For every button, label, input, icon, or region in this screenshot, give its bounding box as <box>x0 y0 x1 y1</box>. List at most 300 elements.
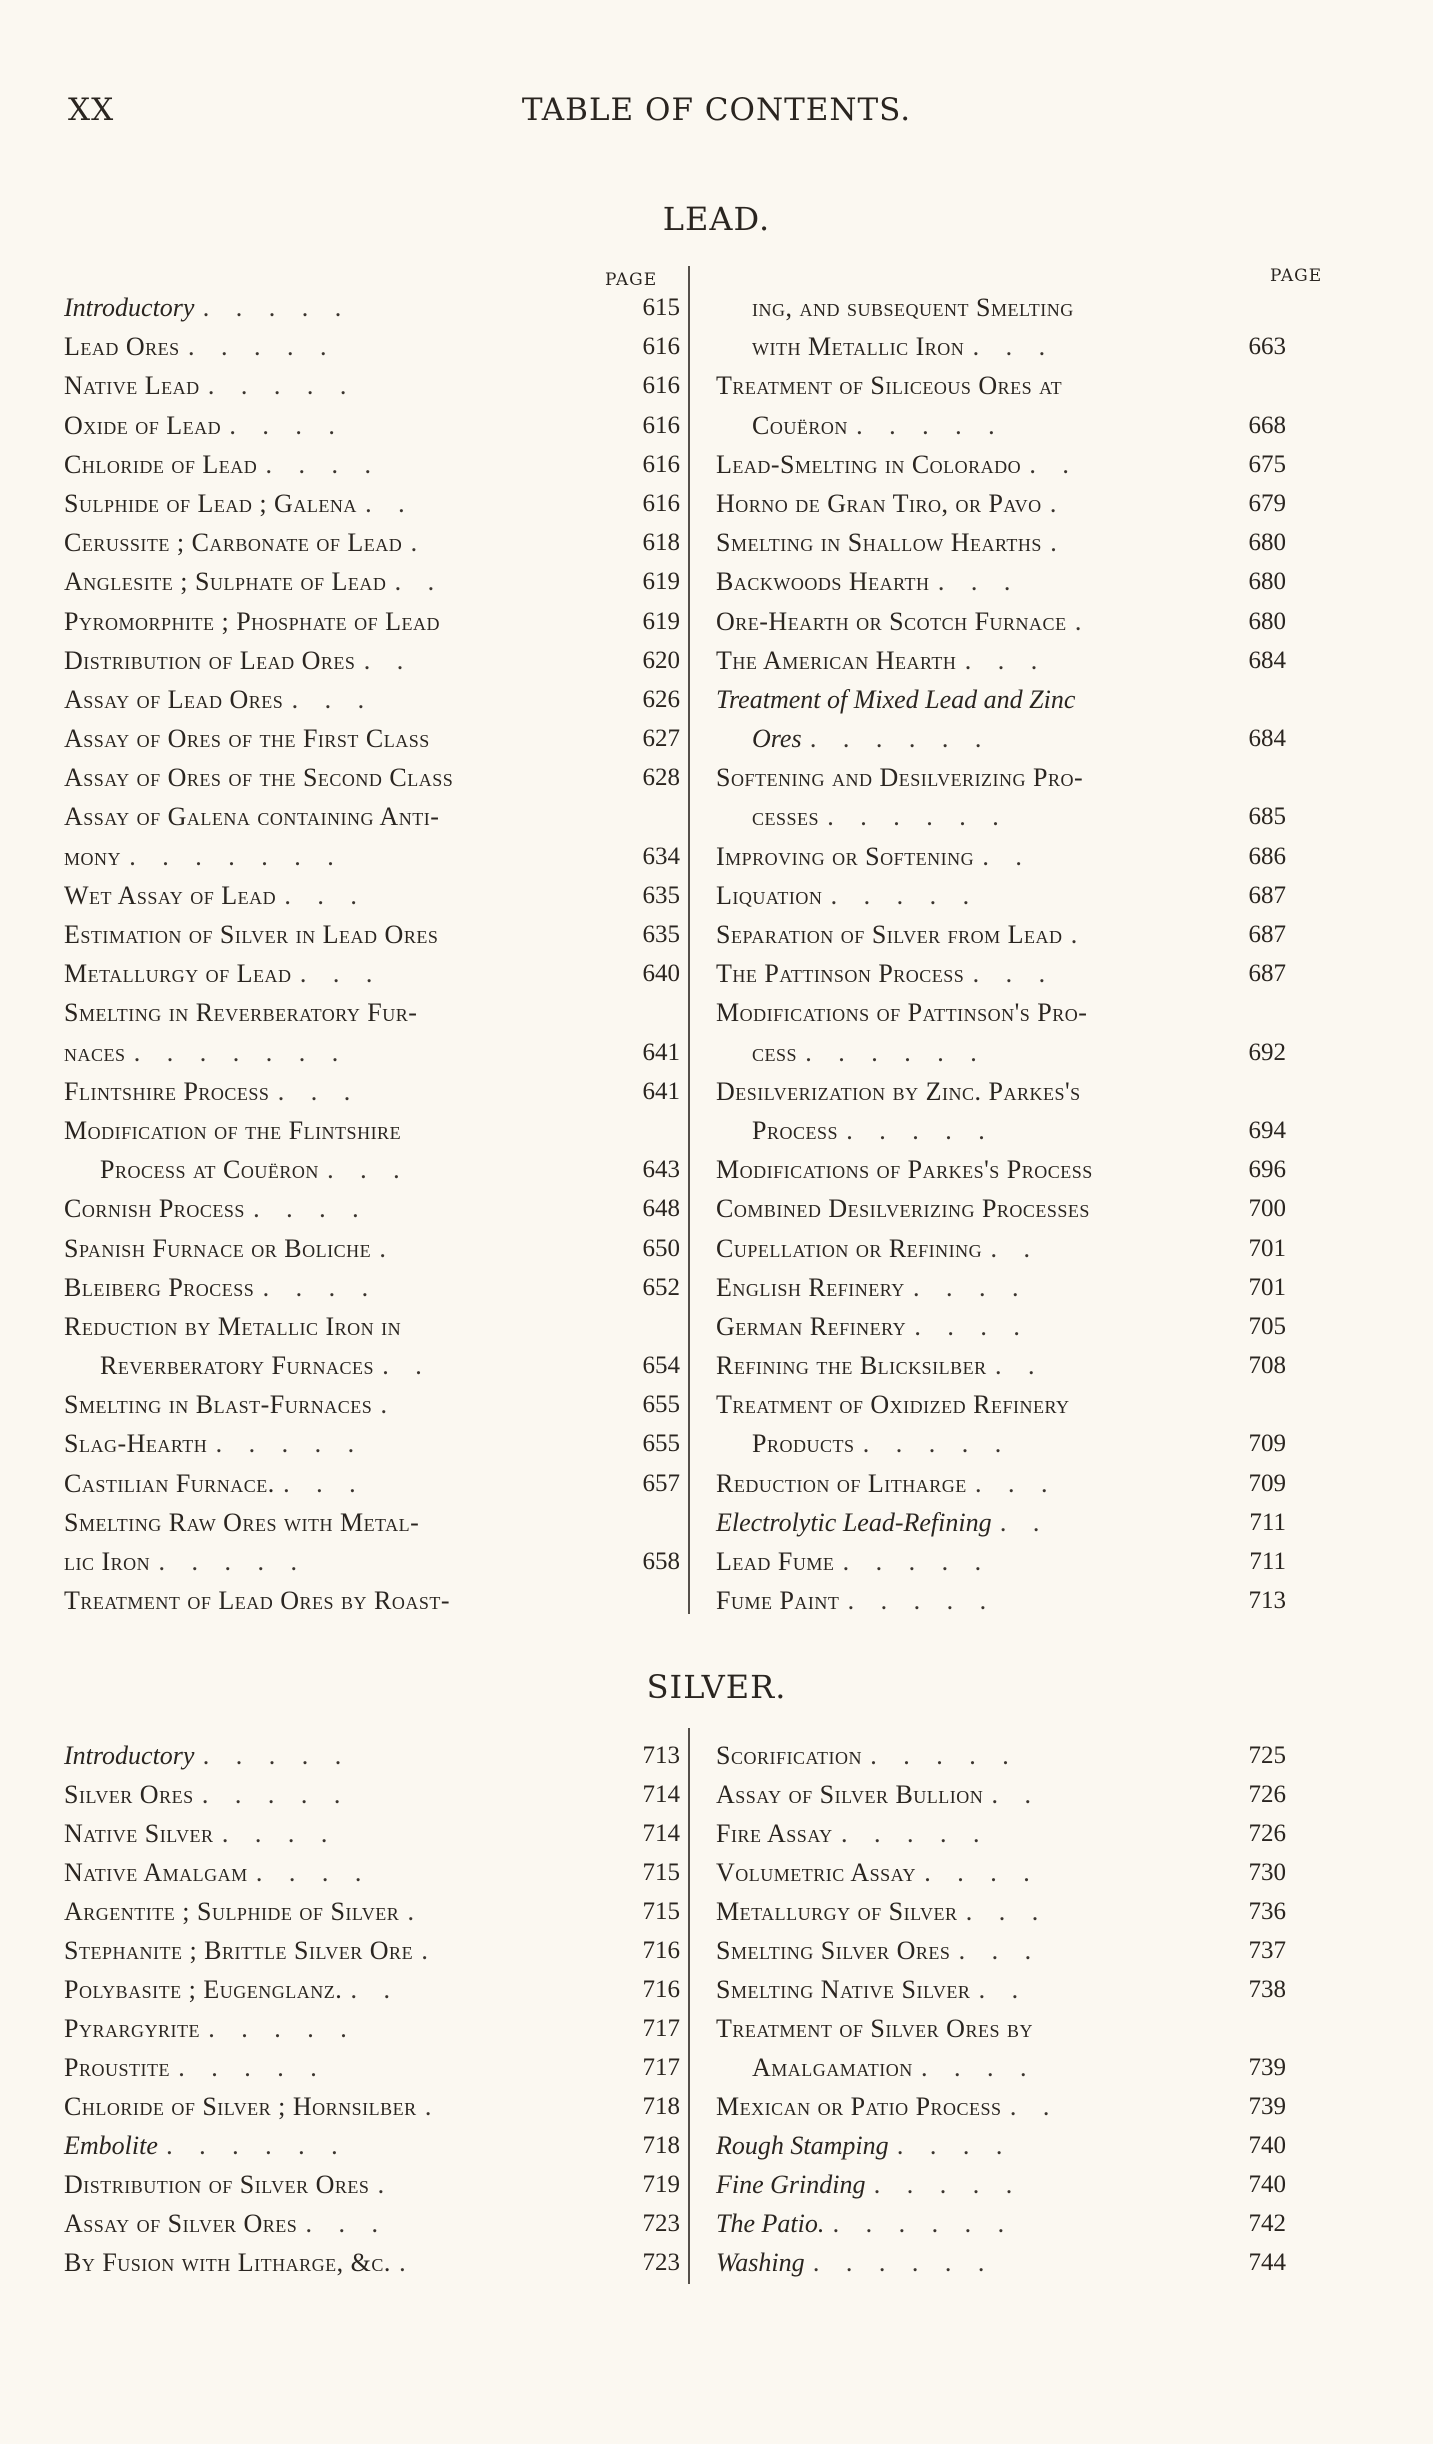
toc-entry <box>64 562 680 601</box>
toc-entry-page: 655 <box>642 1391 680 1419</box>
toc-entry <box>716 1931 1286 1970</box>
toc-entry <box>64 758 680 797</box>
toc-entry-page: 657 <box>642 1469 680 1497</box>
toc-entry-title: Native Silver <box>64 1819 214 1848</box>
toc-entry <box>716 993 1286 1032</box>
toc-entry-leader: . . <box>365 488 415 518</box>
toc-entry <box>716 484 1286 523</box>
toc-entry-title: Introductory <box>64 1741 195 1770</box>
toc-entry <box>716 641 1286 680</box>
toc-entry-title: Fume Paint <box>716 1586 840 1616</box>
toc-entry <box>716 1150 1286 1189</box>
toc-entry <box>64 1229 680 1268</box>
toc-entry-title: Polybasite ; Eugenglanz. <box>64 1975 343 2004</box>
toc-entry-page: 701 <box>1248 1273 1286 1301</box>
toc-entry-leader: . . . . . <box>846 1115 995 1145</box>
toc-entry-leader: . . <box>394 567 445 597</box>
toc-entry-page: 715 <box>642 1898 680 1925</box>
toc-entry-page: 709 <box>1248 1469 1286 1497</box>
toc-entry <box>716 2165 1286 2204</box>
toc-entry-page: 616 <box>642 372 680 400</box>
toc-entry <box>64 1385 680 1424</box>
toc-entry-leader: . . <box>1029 449 1079 479</box>
toc-entry-page: 641 <box>642 1038 680 1066</box>
toc-entry-title: Estimation of Silver in Lead Ores <box>64 920 439 949</box>
toc-entry-page: 736 <box>1248 1898 1286 1925</box>
toc-entry <box>716 288 1286 327</box>
toc-entry-page: 687 <box>1248 960 1286 988</box>
toc-entry <box>716 445 1286 484</box>
toc-entry-leader: . . . . . . . <box>133 1037 349 1067</box>
toc-entry-title: Cupellation or Refining <box>716 1233 983 1263</box>
toc-entry <box>64 1970 680 2009</box>
toc-entry-page: 619 <box>642 568 680 596</box>
toc-entry-leader: . . . . <box>896 2131 1013 2160</box>
toc-entry-title: Castilian Furnace. <box>64 1468 275 1498</box>
toc-entry <box>716 797 1286 836</box>
toc-entry-leader: . <box>379 1233 396 1263</box>
toc-entry-leader: . . . . <box>924 1858 1040 1887</box>
toc-entry <box>716 1268 1286 1307</box>
toc-entry-title: Treatment of Silver Ores by <box>716 2014 1033 2043</box>
toc-entry-page: 618 <box>642 529 680 557</box>
toc-entry-leader: . . . . . . <box>827 802 1009 832</box>
toc-entry-page: 718 <box>642 2093 680 2120</box>
toc-entry-leader: . . . . . <box>215 1429 365 1459</box>
toc-entry-page: 717 <box>642 2054 680 2081</box>
toc-entry-title: Smelting Native Silver <box>716 1975 971 2004</box>
toc-entry <box>716 2087 1286 2126</box>
toc-entry <box>64 915 680 954</box>
toc-entry-leader: . . . . <box>262 1272 379 1302</box>
toc-entry-page: 708 <box>1248 1352 1286 1380</box>
toc-entry-leader: . . . . . . <box>809 724 992 754</box>
toc-entry-leader: . . . . <box>921 2053 1037 2082</box>
toc-entry <box>716 2204 1286 2243</box>
toc-entry-leader: . <box>399 2248 416 2277</box>
toc-entry-title: Assay of Silver Ores <box>64 2209 298 2238</box>
toc-entry <box>64 1072 680 1111</box>
toc-entry-page: 725 <box>1248 1742 1286 1769</box>
toc-entry-page: 713 <box>642 1742 680 1769</box>
toc-entry <box>64 2087 680 2126</box>
toc-entry-leader: . <box>407 1897 425 1926</box>
toc-entry-leader: . . . . <box>229 410 345 440</box>
toc-entry-leader: . . . . . . <box>805 1037 987 1067</box>
toc-entry-page: 641 <box>642 1077 680 1105</box>
toc-entry-title: Improving or Softening <box>716 841 975 871</box>
toc-entry-leader: . . . <box>327 1155 410 1185</box>
toc-entry-leader: . . . <box>965 1897 1049 1926</box>
toc-entry-page: 714 <box>642 1820 680 1847</box>
toc-entry <box>716 915 1286 954</box>
toc-entry-title: Native Lead <box>64 371 200 401</box>
toc-entry <box>64 797 674 836</box>
toc-entry <box>716 1111 1286 1150</box>
toc-entry-page: 701 <box>1248 1234 1286 1262</box>
toc-entry-page: 687 <box>1248 881 1286 909</box>
toc-entry-title: Assay of Ores of the Second Class <box>64 763 454 793</box>
toc-entry-title: Modification of the Flintshire <box>64 1115 402 1145</box>
toc-entry-leader: . . . . . . <box>832 2209 1015 2238</box>
toc-entry-leader: . . . <box>277 1076 361 1106</box>
toc-entry-leader: . . . . . <box>158 1547 307 1576</box>
toc-entry-title: Modifications of Pattinson's Pro- <box>716 998 1088 1028</box>
toc-entry-title: Spanish Furnace or Boliche <box>64 1233 372 1263</box>
toc-entry <box>716 1189 1286 1228</box>
toc-entry-title: Smelting in Blast-Furnaces <box>64 1390 373 1420</box>
toc-entry-leader: . . . <box>291 684 375 714</box>
toc-entry-title: Softening and Desilverizing Pro- <box>716 763 1084 793</box>
toc-entry-title: Scorification <box>716 1741 862 1770</box>
toc-entry-title: Treatment of Siliceous Ores at <box>716 371 1063 401</box>
toc-entry-title: Treatment of Lead Ores by Roast- <box>64 1586 451 1616</box>
toc-entry <box>716 837 1286 876</box>
toc-entry-title: Pyromorphite ; Phosphate of Lead <box>64 606 441 636</box>
toc-entry-leader: . . . . <box>913 1272 1029 1302</box>
section-title-silver: SILVER. <box>646 1668 787 1706</box>
toc-entry-page: 696 <box>1248 1156 1286 1184</box>
toc-entry-title: Stephanite ; Brittle Silver Ore <box>64 1936 414 1965</box>
toc-entry <box>64 1542 680 1581</box>
toc-entry-title: Chloride of Lead <box>64 449 258 479</box>
toc-entry-leader: . . . . . <box>847 1586 997 1616</box>
silver-left-column <box>64 1736 680 2282</box>
toc-entry-title: Lead-Smelting in Colorado <box>716 449 1022 479</box>
toc-entry-title: Fire Assay <box>716 1819 833 1848</box>
toc-entry-leader: . . . . <box>265 449 381 479</box>
toc-entry-leader: . . . <box>974 1468 1058 1498</box>
toc-entry-leader: . . <box>978 1975 1029 2004</box>
toc-entry-title: Cornish Process <box>64 1194 245 1224</box>
toc-entry-leader: . . . . . <box>830 880 980 910</box>
toc-entry-leader: . . <box>999 1507 1050 1537</box>
toc-entry <box>64 1581 674 1620</box>
toc-entry-page: 730 <box>1248 1859 1286 1886</box>
toc-entry <box>716 954 1286 993</box>
toc-entry <box>64 837 680 876</box>
toc-entry <box>716 1814 1286 1853</box>
toc-entry-leader: . . . . <box>221 1819 338 1848</box>
toc-entry-leader: . . <box>1009 2092 1060 2121</box>
toc-entry-page: 700 <box>1248 1195 1286 1223</box>
section-title-lead: LEAD. <box>662 200 771 238</box>
toc-entry <box>64 1424 680 1463</box>
toc-entry <box>64 2243 680 2282</box>
toc-entry-title: Oxide of Lead <box>64 410 222 440</box>
toc-entry-leader: . . . <box>972 959 1056 989</box>
toc-entry-page: 713 <box>1248 1587 1286 1615</box>
toc-entry-leader: . . . . . <box>178 2053 327 2082</box>
toc-entry-page: 718 <box>642 2132 680 2159</box>
toc-entry-page: 628 <box>642 764 680 792</box>
toc-entry-title: mony <box>64 841 122 871</box>
toc-entry-leader: . . <box>382 1351 432 1381</box>
toc-entry-page: 684 <box>1248 725 1286 753</box>
toc-entry-title: Slag-Hearth <box>64 1429 208 1459</box>
toc-entry-title: Horno de Gran Tiro, or Pavo <box>716 488 1042 518</box>
toc-entry-title: Backwoods Hearth <box>716 567 930 597</box>
toc-entry-page: 619 <box>642 607 680 635</box>
toc-entry-page: 680 <box>1248 529 1286 557</box>
toc-entry-title: Assay of Ores of the First Class <box>64 724 430 754</box>
toc-entry-page: 739 <box>1248 2093 1286 2120</box>
toc-entry-page: 654 <box>642 1352 680 1380</box>
toc-entry-title: Mexican or Patio Process <box>716 2092 1002 2121</box>
toc-entry-page: 711 <box>1249 1548 1286 1575</box>
toc-entry <box>716 1503 1286 1542</box>
toc-entry-leader: . . . . . <box>208 2014 357 2043</box>
toc-entry-title: Ore-Hearth or Scotch Furnace <box>716 606 1067 636</box>
toc-entry-leader: . . . . . <box>873 2170 1023 2199</box>
toc-entry-page: 658 <box>642 1548 680 1575</box>
toc-entry-title: Products <box>752 1429 855 1459</box>
toc-entry <box>716 1892 1286 1931</box>
toc-entry-title: Distribution of Silver Ores <box>64 2170 370 2199</box>
toc-entry-page: 635 <box>642 881 680 909</box>
toc-entry <box>716 1033 1286 1072</box>
toc-entry-title: Lead Fume <box>716 1547 835 1576</box>
toc-entry-title: By Fusion with Litharge, &c. <box>64 2248 391 2277</box>
toc-entry <box>64 327 680 366</box>
toc-entry-title: cesses <box>752 802 820 832</box>
toc-entry <box>64 1346 680 1385</box>
toc-entry-page: 685 <box>1248 803 1286 831</box>
toc-entry-title: Distribution of Lead Ores <box>64 645 356 675</box>
toc-entry-page: 616 <box>642 489 680 517</box>
silver-right-column <box>716 1736 1286 2282</box>
toc-entry-page: 716 <box>642 1937 680 1964</box>
column-divider <box>688 1728 690 2284</box>
toc-entry-leader: . . <box>994 1351 1045 1381</box>
toc-entry <box>716 1542 1286 1581</box>
toc-entry-title: Sulphide of Lead ; Galena <box>64 488 357 518</box>
toc-entry-title: Smelting in Reverberatory Fur- <box>64 998 418 1028</box>
toc-entry-title: Proustite <box>64 2053 170 2082</box>
toc-entry-title: Treatment of Oxidized Refinery <box>716 1390 1070 1420</box>
toc-entry-page: 716 <box>642 1976 680 2003</box>
column-divider <box>688 266 690 1614</box>
toc-entry <box>64 1503 674 1542</box>
toc-entry <box>716 1424 1286 1463</box>
toc-entry-title: Metallurgy of Lead <box>64 959 292 989</box>
page-column-label: PAGE <box>605 270 658 290</box>
toc-entry-title: Reduction of Litharge <box>716 1468 967 1498</box>
toc-entry-title: German Refinery <box>716 1311 907 1341</box>
toc-entry-title: Wet Assay of Lead <box>64 880 277 910</box>
toc-entry-leader: . . . . . . <box>812 2248 995 2277</box>
toc-entry-page: 739 <box>1248 2054 1286 2081</box>
page-number: XX <box>68 92 115 128</box>
toc-entry-page: 692 <box>1248 1038 1286 1066</box>
toc-entry <box>64 1307 674 1346</box>
toc-entry <box>716 1229 1286 1268</box>
toc-entry-leader: . . . . <box>253 1194 369 1224</box>
toc-entry-title: Combined Desilverizing Processes <box>716 1194 1090 1224</box>
toc-entry <box>716 1346 1286 1385</box>
toc-entry <box>64 523 680 562</box>
toc-entry-title: English Refinery <box>716 1272 905 1302</box>
toc-entry-leader: . . . <box>937 567 1021 597</box>
toc-entry <box>64 1736 680 1775</box>
toc-entry-page: 620 <box>642 646 680 674</box>
toc-entry-leader: . . . <box>283 1468 366 1498</box>
toc-entry-title: naces <box>64 1037 126 1067</box>
toc-entry-leader: . <box>377 2170 395 2199</box>
toc-entry-title: lic Iron <box>64 1547 151 1576</box>
toc-entry-leader: . . . . . . . <box>129 841 344 871</box>
toc-entry-leader: . . . . . <box>856 410 1005 440</box>
toc-entry <box>64 2165 680 2204</box>
toc-entry <box>716 2009 1286 2048</box>
toc-entry-title: cess <box>752 1037 798 1067</box>
toc-entry-title: Anglesite ; Sulphate of Lead <box>64 567 387 597</box>
toc-entry-page: 626 <box>642 685 680 713</box>
toc-entry-title: Liquation <box>716 880 823 910</box>
toc-entry-title: Metallurgy of Silver <box>716 1897 958 1926</box>
toc-entry <box>716 1970 1286 2009</box>
toc-entry-title: Rough Stamping <box>716 2131 889 2160</box>
toc-entry <box>64 406 680 445</box>
toc-entry-page: 744 <box>1248 2249 1286 2276</box>
toc-entry-leader: . <box>424 2092 442 2121</box>
toc-entry-leader: . . . . . <box>862 1429 1012 1459</box>
toc-entry-title: Introductory <box>64 293 195 322</box>
toc-entry-leader: . . . . . <box>870 1741 1019 1770</box>
toc-entry-title: Lead Ores <box>64 332 180 362</box>
toc-entry-page: 714 <box>642 1781 680 1808</box>
toc-entry-page: 694 <box>1248 1116 1286 1144</box>
toc-entry <box>716 2126 1286 2165</box>
toc-entry <box>716 523 1286 562</box>
toc-entry-page: 675 <box>1248 450 1286 478</box>
toc-entry-leader: . . . <box>964 645 1048 675</box>
toc-entry-leader: . . . . <box>255 1858 372 1887</box>
toc-entry <box>64 288 680 327</box>
toc-entry <box>64 1814 680 1853</box>
toc-entry-title: Process <box>752 1115 838 1145</box>
toc-entry-page: 615 <box>642 294 680 321</box>
toc-entry-page: 740 <box>1248 2132 1286 2159</box>
toc-entry-page: 616 <box>642 450 680 478</box>
toc-entry <box>64 445 680 484</box>
toc-entry-title: The American Hearth <box>716 645 957 675</box>
toc-entry-title: Assay of Silver Bullion <box>716 1780 984 1809</box>
toc-entry-title: Amalgamation <box>752 2053 913 2082</box>
toc-entry-title: Washing <box>716 2248 805 2277</box>
toc-entry <box>716 366 1286 405</box>
toc-entry <box>64 2048 680 2087</box>
toc-entry-leader: . <box>1074 606 1092 636</box>
toc-entry <box>64 1892 680 1931</box>
toc-entry-leader: . . . <box>305 2209 389 2238</box>
toc-entry-page: 687 <box>1248 921 1286 948</box>
toc-entry-title: Smelting in Shallow Hearths <box>716 528 1042 558</box>
toc-entry-title: Volumetric Assay <box>716 1858 916 1887</box>
toc-entry <box>716 1736 1286 1775</box>
toc-entry-page: 726 <box>1248 1781 1286 1808</box>
toc-entry-leader: . . . . . <box>202 293 352 322</box>
toc-entry-title: Desilverization by Zinc. Parkes's <box>716 1076 1081 1106</box>
toc-entry-leader: . . . . . <box>207 371 357 401</box>
toc-entry-leader: . . . . . <box>842 1547 992 1576</box>
toc-entry-page: 680 <box>1248 568 1286 596</box>
toc-entry-page: 650 <box>642 1234 680 1262</box>
toc-entry-leader: . . . . . <box>840 1819 990 1848</box>
toc-entry-leader: . . . . . <box>202 1741 352 1770</box>
toc-entry <box>716 1464 1286 1503</box>
toc-entry-title: Smelting Raw Ores with Metal- <box>64 1507 420 1537</box>
toc-entry <box>64 1931 680 1970</box>
toc-entry <box>64 1189 680 1228</box>
toc-entry-page: 723 <box>642 2210 680 2237</box>
toc-entry <box>64 1033 680 1072</box>
toc-entry-leader: . . <box>982 841 1032 871</box>
toc-entry-page: 711 <box>1249 1508 1286 1536</box>
toc-entry <box>64 1464 680 1503</box>
toc-entry <box>716 876 1286 915</box>
toc-entry <box>716 1385 1286 1424</box>
toc-entry-title: Cerussite ; Carbonate of Lead <box>64 528 403 558</box>
toc-entry <box>716 2048 1286 2087</box>
toc-entry-title: Flintshire Process <box>64 1076 270 1106</box>
toc-entry-page: 686 <box>1248 842 1286 870</box>
toc-entry-page: 742 <box>1248 2210 1286 2237</box>
toc-entry <box>716 562 1286 601</box>
toc-entry-title: Separation of Silver from Lead <box>716 920 1063 949</box>
toc-entry-leader: . <box>1049 488 1067 518</box>
toc-entry <box>64 2126 680 2165</box>
toc-entry-page: 715 <box>642 1859 680 1886</box>
toc-entry-page: 634 <box>642 842 680 870</box>
toc-entry <box>716 2243 1286 2282</box>
toc-entry-page: 652 <box>642 1273 680 1301</box>
toc-entry-title: Chloride of Silver ; Hornsilber <box>64 2092 417 2121</box>
page-column-label: PAGE <box>1270 266 1323 286</box>
toc-entry-leader: . . . . . <box>201 1780 351 1809</box>
toc-entry <box>64 2204 680 2243</box>
toc-entry <box>716 1581 1286 1620</box>
toc-entry-page: 723 <box>642 2249 680 2276</box>
toc-entry <box>716 406 1286 445</box>
toc-entry-page: 616 <box>642 333 680 361</box>
toc-entry-leader: . . <box>990 1233 1040 1263</box>
toc-entry <box>716 1775 1286 1814</box>
toc-entry-title: The Pattinson Process <box>716 959 965 989</box>
toc-entry-leader: . . . . <box>914 1311 1030 1341</box>
toc-entry <box>716 719 1286 758</box>
toc-entry-title: Fine Grinding <box>716 2170 866 2199</box>
toc-entry <box>64 954 680 993</box>
toc-entry <box>64 719 680 758</box>
toc-entry <box>716 758 1286 797</box>
toc-entry-title: Electrolytic Lead-Refining <box>716 1507 992 1537</box>
toc-entry <box>64 484 680 523</box>
toc-entry <box>64 993 674 1032</box>
toc-entry-title: Treatment of Mixed Lead and Zinc <box>716 684 1076 714</box>
toc-entry-page: 737 <box>1248 1937 1286 1964</box>
toc-entry-title: ing, and subsequent Smelting <box>752 293 1074 322</box>
toc-entry-leader: . . . <box>972 332 1056 362</box>
toc-entry-page: 719 <box>642 2171 680 2198</box>
page-header <box>0 92 1433 136</box>
toc-entry-leader: . <box>1070 920 1088 949</box>
toc-entry-page: 717 <box>642 2015 680 2042</box>
toc-entry-page: 726 <box>1248 1820 1286 1847</box>
toc-entry-leader: . <box>410 528 428 558</box>
toc-entry <box>716 327 1286 366</box>
toc-entry <box>716 1853 1286 1892</box>
